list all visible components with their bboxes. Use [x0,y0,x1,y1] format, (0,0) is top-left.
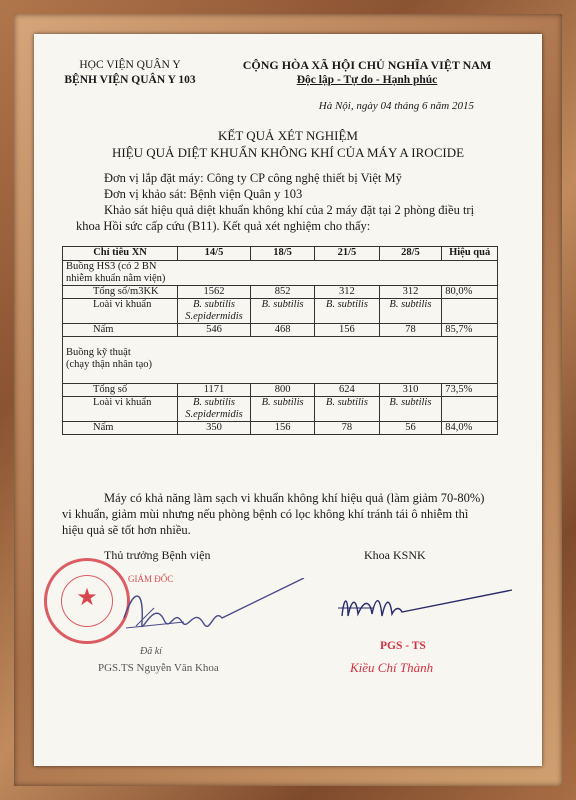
table-row [63,261,498,286]
document-date: Hà Nội, ngày 04 tháng 6 năm 2015 [318,100,474,112]
left-signature-name: PGS.TS Nguyễn Văn Khoa [98,662,219,674]
table-row: Nấm 546 468 156 78 85,7% [63,324,498,337]
table-row: Tổng số/m3KK 1562 852 312 312 80,0% [63,286,498,299]
intro-para-line2: khoa Hồi sức cấp cứu (B11). Kết quả xét nghiệm cho thấy: [76,219,371,233]
right-signature-scribble-icon [334,586,514,626]
nation-line1: CỘNG HÒA XÃ HỘI CHỦ NGHĨA VIỆT NAM [242,58,492,72]
intro-para-line1: Khảo sát hiệu quả diệt khuẩn không khí của 2 máy đặt tại 2 phòng điều trị [104,203,475,217]
results-table [62,246,498,435]
conclusion-line1: Máy có khả năng làm sạch vi khuẩn không khí hiệu quả (làm giảm 70-80%) [104,491,485,505]
conclusion-line2: vi khuẩn, giảm mùi nhưng nếu phòng bệnh có lọc không khí tránh tái ô nhiễm thì [62,507,469,521]
conclusion [62,490,518,538]
nation-header [222,58,512,88]
org-line1: HỌC VIỆN QUÂN Y [79,59,181,71]
title-line1: KẾT QUẢ XÉT NGHIỆM [218,128,358,143]
col-header: Chỉ tiêu XN [63,247,178,261]
surveyor-line: Đơn vị khảo sát: Bệnh viện Quân y 103 [104,187,303,201]
table-row: Loài vi khuẩn B. subtilis S.epidermidis B. subtilis B. subtilis B. subtilis [63,397,498,422]
star-icon: ★ [76,585,98,611]
right-signature-degree: PGS - TS [380,640,426,652]
table-row [63,337,498,384]
group-label: Buồng HS3 (có 2 BN nhiễm khuẩn nằm viện) [63,261,498,286]
right-signature-title: Khoa KSNK [364,548,426,562]
col-header: 28/5 [379,247,442,261]
col-header: 14/5 [178,247,251,261]
nation-line2: Độc lập - Tự do - Hạnh phúc [296,74,438,86]
col-header: 18/5 [250,247,314,261]
table-row: Loài vi khuẩn B. subtilis S.epidermidis B. subtilis B. subtilis B. subtilis [63,299,498,324]
left-signed-mark: Đã kí [140,646,162,657]
table-row: Nấm 350 156 78 56 84,0% [63,422,498,435]
right-signature-name: Kiều Chí Thành [350,660,434,675]
table-row: Tổng số 1171 800 624 310 73,5% [63,384,498,397]
org-line2: BỆNH VIỆN QUÂN Y 103 [64,74,196,86]
col-header: Hiệu quả [442,247,498,261]
left-signature-scribble-icon [114,578,314,648]
org-header [40,58,220,88]
left-signature-title: Thủ trưởng Bệnh viện [104,548,211,562]
group-label: Buồng kỹ thuật (chạy thận nhân tạo) [63,337,498,384]
left-signature-role: GIÁM ĐỐC [128,574,174,584]
conclusion-line3: hiệu quả sẽ tốt hơn nhiều. [62,523,191,537]
col-header: 21/5 [315,247,379,261]
table-header-row [63,247,498,261]
document-page [34,34,542,766]
installer-line: Đơn vị lắp đặt máy: Công ty CP công nghệ thiết bị Việt Mỹ [104,171,402,185]
title-line2: HIỆU QUẢ DIỆT KHUẨN KHÔNG KHÍ CỦA MÁY A IROCIDE [111,145,465,160]
